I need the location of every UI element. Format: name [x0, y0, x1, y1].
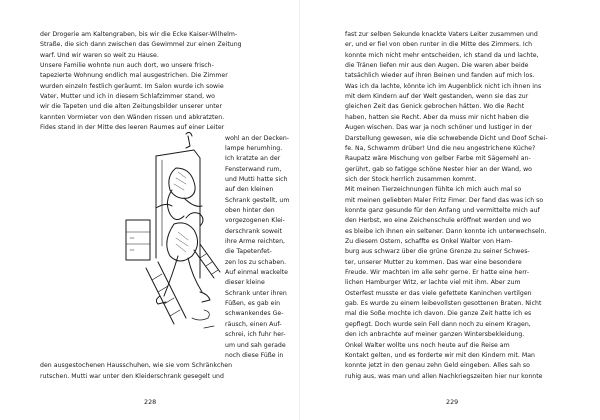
text-line: gab. Es wurde zu einem leibevollsten gesottenen Braten. Nicht [345, 300, 542, 308]
text-line: Fensterwand rum, [225, 165, 282, 173]
text-line: Augen wischen. Das war ja noch schöner und lustiger in der [345, 124, 532, 132]
text-line: gleichen Zeit das Genick gebrochen hätten. Wo die Recht [345, 103, 525, 111]
text-line: sich der Stock herrlich zusammen kommt. [345, 175, 477, 183]
text-line: konnte ganz gesunde für den Anfang und vermittelte mich auf [345, 206, 540, 214]
text-line: Freude. Wir machten im alle sehr gerne. Er hatte eine herr- [345, 269, 530, 277]
text-line: warf. Und wir waren so weit zu Hause. [40, 51, 159, 59]
text-line: rutschen. Mutti war unter den Kleiderschrank gesegelt und [40, 372, 224, 380]
text-line: gepflegt. Doch wurde sein Fell dann noch zu einem Kragen, [345, 320, 531, 328]
text-line: der Drogerie am Kaltengraben, bis wir die Ecke Kaiser-Wilhelm- [40, 31, 238, 38]
text-line: Fides stand in der Mitte des leeren Raumes auf einer Leiter [40, 124, 225, 132]
text-line: die Tränen liefen mir aus den Augen. Die waren aber beide [345, 62, 529, 70]
text-line: fast zur selben Sekunde knackte Vaters Leiter zusammen und [345, 31, 538, 38]
page-number: 229 [446, 398, 459, 406]
text-line: haben, hatten sie Recht. Aber da muss mir nicht haben die [345, 113, 529, 121]
text-line: den ausgestochenen Hausschuhen, wie sie vom Schränkchen [40, 362, 233, 370]
right-page [300, 0, 600, 420]
text-line: tatsächlich wieder auf ihren Beinen und fanden auf mich los. [345, 72, 535, 80]
text-line: zen los zu schaben. [225, 258, 287, 266]
text-line: lampe herumhing. [225, 144, 283, 152]
text-line: ter, unserer Mutter zu kommen. Das war eine besondere [345, 258, 522, 266]
text-line: mit meinen geliebten Maler Fritz Fimer. Der fand das was ich so [345, 196, 544, 204]
text-line: oben hinter den [225, 206, 275, 214]
text-line: Raupatz wäre Mischung von gelber Farbe mit Sägemehl an- [345, 155, 531, 163]
text-line: um und sah gerade [225, 341, 286, 349]
text-line: die Tapetenfet- [225, 248, 272, 256]
text-line: Was ich da lachte, könnte ich im Augenblick nicht ich ihnen ins [345, 82, 542, 90]
text-line: fe. Na, Schwamm drüber! Und die neu angestrichene Küche? [345, 144, 536, 152]
text-line: wir die Tapeten und die alten Zeitungsbilder unserer unter [40, 103, 223, 111]
text-line: wohl an der Decken- [225, 134, 290, 142]
text-line: Schrank gestellt, um [225, 196, 290, 204]
page-number: 228 [144, 398, 157, 406]
text-line: Onkel Walter wollte uns noch heute auf die Reise am [345, 341, 510, 349]
text-line: derschrank soweit [225, 227, 282, 235]
text-line: dieser kleine [225, 279, 265, 287]
text-line: und Mutti hatte sich [225, 175, 288, 183]
text-line: lichen Hamburger Witz, er lachte viel mit ihm. Aber zum [345, 279, 521, 287]
text-line: noch diese Füße in [225, 351, 284, 359]
text-line: Unsere Familie wohnte nun auch dort, wo unsere frisch- [40, 62, 214, 70]
falling-scene-illustration [116, 128, 224, 340]
text-line: Zu diesem Ostern, schaffte es Onkel Walter von Ham- [345, 238, 513, 245]
text-line: es bleibe ich ihnen ein seltener. Dann konnte ich unterwechseln. [345, 227, 547, 235]
text-line: schwankendes Ge- [225, 310, 284, 318]
text-line: Auf einmal wackelte [225, 269, 289, 277]
text-line: kannten Vormieter von den Wänden rissen und abkratzten. [40, 113, 225, 121]
text-line: auf den kleinen [225, 186, 274, 194]
text-line: Kontakt gelten, und es forderte wir mit den Kindern mit. Man [345, 351, 535, 359]
text-line: Füßen, es gab ein [225, 300, 281, 308]
text-line: den Herbst, wo eine Zeichenschule eröffnet werden und wo [345, 217, 532, 225]
text-line: gerührt, gab so fatigge schöne Nester hier an der Wand, wo [345, 165, 532, 173]
text-line: ruhig aus, was man und allen Nachkriegszeiten hier nur konnte [345, 372, 543, 380]
text-line: Osterfest musste er das viele gefettete Kaninchen vertilgen [345, 289, 532, 297]
text-line: Vater, Mutter und ich in diesem Schlafzimmer stand, wo [40, 93, 215, 101]
text-line: konnte mich nicht mehr entscheiden, ich stand da und lachte, [345, 51, 539, 59]
text-line: er, und er fiel von oben runter in die Mitte des Zimmers. Ich [345, 41, 533, 49]
text-line: mit dem Kindern auf der Welt gestanden, wenn sie das zur [345, 93, 529, 101]
text-line: räusch, einen Auf- [225, 320, 282, 328]
text-line: Straße, die sich dann zwischen das Gewimmel zur einen Zeitung [40, 41, 242, 49]
text-line: vorgezogenen Klei- [225, 217, 285, 225]
text-line: wurden einzeln festlich geräumt. Im Salon wurde ich sowie [40, 82, 224, 90]
text-line: Ich kratzte an der [225, 155, 281, 163]
text-line: mal die Soße mochte ich davon. Die ganze Zeit hatte ich es [345, 310, 532, 318]
text-line: Mit meinen Tierzeichnungen fühlte ich mich auch mal so [345, 186, 522, 194]
text-line: den ich anbrachte auf meiner ganzen Wintersbekleidung. [345, 331, 525, 339]
text-line: tapezierte Wohnung endlich mal ausgestrichen. Die Zimmer [40, 72, 228, 80]
text-line: schrei, ich fuhr her- [225, 331, 286, 339]
text-line: burg aus schwarz über die grüne Grenze zu seiner Schwes- [345, 248, 530, 256]
text-line: konnte jetzt in den genau zehn Geld eingeben. Alles sah so [345, 362, 530, 370]
text-line: Darstellung gewesen, wie die schwebende Dicht und Doof Schei- [345, 134, 548, 142]
text-line: Schrank unter ihren [225, 289, 287, 297]
text-line: ihre Arme reichten, [225, 238, 286, 245]
